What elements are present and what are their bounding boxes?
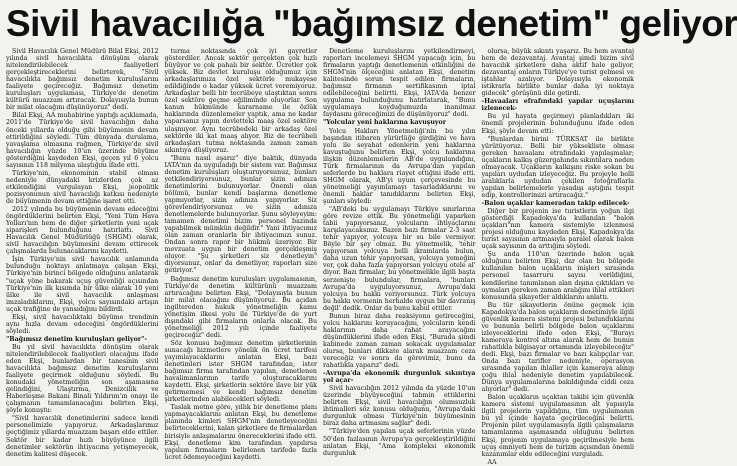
article-column-2 [164,48,318,461]
article-paragraph: Türkiye'nin, ekonominin stabil olması nedeniyle dünyadaki krizlerden çok az etkilendiğini vurgulayan Ekşi, jeopolitik pozisyonunun sivil havacılığı katkısı nedeniyle de büyümenin devam ettiğine işaret etti. [6,169,159,205]
article-paragraph: İşin Türkiye'nin sivil havacılık anlamında bulunduğu noktayı anlatmaya çalışan Ekşi, Türkiye'nin birinci bölgede olduğunu anlatarak "uçak yöne bakarak uçuş güvenliği açısından Türkiye'nin ilk kısımda bir ülke olarak 10 yeni ülke ile sivil havacılık anlaşması imzaladıklarını, Ekşi, yolcu sayısındaki artışın uçak trafiğine de yansıdığını bildirdi. [6,256,159,313]
article-paragraph: Ekşi, sivil havacılıktaki büyüme trendinin aynı hızla devam edeceğini öngördüklerini söyledi. [6,313,159,335]
article-paragraph: "Bağımsız denetim kuruluşları geliyor"- [6,335,147,343]
headline: Sivil havacılığa "bağımsız denetim" geliyor [6,3,737,44]
article-column-3 [323,48,476,457]
article-paragraph: Bu yıl sivil havacılıkta dönüşüm olarak nitelendirilebilecek faaliyetleri olacağını ifade eden Ekşi, bunlardan bir tanesinin sivil havacılıkta bağımsız denetim kuruluşlarını faaliyete geçirmek olduğunu söyledi. Bu konudaki yönetmeliğin son aşamasına gelindiğini, Ulaştırma, Denizcilik ve Haberleşme Bakanı Binali Yıldırım'ın onayı ile çalışmanın tamamlanacağını belirten Ekşi, şöyle konuştu: [6,343,159,415]
article-paragraph: "Yolcular yeni haklarına kavuşuyor [323,119,447,127]
article-paragraph: Bu yıl hayata geçirmeyi planladıkları iki önemli projelerinin bulunduğunu ifade eden Ekşi, şöyle devam etti: [481,113,634,135]
article-paragraph: Bunun biraz daha reaksiyonu getireceğini, yolcu haklarını koruyacağını, yolcuların kendi haklarının daha rahat arayacağını düşündüklerini ifade eden Ekşi, "Burada şimdi kabinede zaman zaman sokacak uygulamalar olursa, bunları dikkate alarak muazzam ceza vereceğiz ve sonra da görevimiz, bunu da rahatlıkla yaparız" dedi. [323,312,476,370]
article-paragraph: -Avrupa'da ekonomik durgunluk sıkıntıya yol açar- [323,370,476,385]
article-paragraph: Denetleme kuruluşlarını yetkilendirmeyi, raporları incelemeyi SHGM yapacağı için, bu firmaların yaptığı denetlemenin etkinliğini de SHGM'nin ölçeceğini anlatan Ekşi, denetim kalitesinde sorun tespit edilen firmaların, bağımsız firmanın sertifikasının iptal edilebileceğini belirtti. Ekşi, IATA'da benzer uygulama bulunduğunu hatırlatarak, "Bunu uygulamaya koyduğumuzda inanılmaz faydasını göreceğimizi de düşünüyoruz" dedi. [323,48,476,119]
article-paragraph: Taslak metne göre, yıllık bir denetleme planı yapmayacaklarını anlatan Ekşi, bu denetleme planında kimleri SHGM'nin denetleyeceğini belirteceklerini, kalan şirketlere de firmalardan birisiyle anlaşmalarını önereceklerini ifade etti. Ekşi, denetleme kim tarafından yapılırsa yapılsın firmaların belirlenen tarifede fazla ücret ödemeyeceğini kaydetti. [164,404,317,461]
article-paragraph: Bu tür şikayetlerin önüne geçmek için Kapadokya'da balon uçakların denetimiyle ilgili güvenlik kamera sistemi projesi bulunduklarını ve bununla belirli bölgede balon uçaklarını izleyeceklerini ifade eden Ekşi, "Burayı kameraya kontrol altına alarak hem de bunun rahatlıkla bilgisayar ortamında izleyebileceğiz" dedi. Ekşi, bazı firmalar ve bazı kalıpçılar var. Onda bazı tarifler nedeniyle, operasyon sırasında yapılan ihlaller için kameraya alınıp çoğu ihlal nedeniyle denetim yapılabilecek. Dünya uygulamalarına bakıldığında ciddi ceza alıyorlar" dedi. [481,301,634,394]
article-paragraph: turma noktasında çok iyi gayretler gösterdiler. Ancak sektör gerçekten çok hızlı büyüyor ve çok pahalı bir sektör. Ücretler çok yüksek. Biz devlet kuruluşu olduğumuz için arkadaşlarımıza özel sektörle mukayese edildiğinde o kadar yüksek ücret veremiyoruz. Arkadaşlar belli bir tecrübeye ulaştıktan sonra özel sektöre geçme eğiliminde oluyorlar. Son kanun hükmünde kararname ile özlük haklarında düzenlemeler yaptık, ama ne kadar yaparsanız yapın devletteki maaş özel sektöre ulaşmıyor. Aynı tecrübedeki bir arkadaş özel sektörde iki kat maaş alıyor. Biz de tecrübeli arkadaşları tutma noktasında zaman zaman sıkıntıya düşüyoruz. [164,48,317,154]
article-paragraph: Bilal Ekşi, AA muhabirine yaptığı açıklamada, 2011'de Türkiye'de sivil havacılığın daha önceki yıllarda olduğu gibi büyümenin devam ettirildiğini söyledi. Tüm dünyada durulama, yavaşlama olmasına rağmen, Türkiye'de sivil havacılığın yüzde 10'un üzerinde büyüme gösterdiğini kaydeden Ekşi, geçen yıl 6 yolcu sayısının 118 milyona ulaştığını ifade etti. [6,112,159,169]
article-paragraph: Sivil Havacılık Genel Müdürü Bilal Ekşi, 2012 yılında sivil havacılıkta dönüşüm olarak nitelendirilebilecek faaliyetleri gerçekleştireceklerini belirterek, "Sivil havacılıkta bağımsız denetim kuruluşlarını faaliyete geçireceğiz. Bağımsız denetim kuruluşları uygulaması, Türkiye'de denetim kültürü muazzam artıracak. Dolayısıyla bunun bir milat olacağını düşünüyoruz" dedi. [6,48,159,112]
article-paragraph: AA [487,458,497,466]
article-paragraph: "Bunlardan birini TÜRKSAT ile birlikte yürütüyoruz. Belli bir yüksekliste olması gereken havaalanı etrafındaki yapılaşmalar; uçakların kalkış güzergahında sıkıntılara neden olmayacak. Uçakların kalkışını riske sokan bu yapıları uydudan izleyeceğiz. Bu projeyle belli aralıklarla uydudan çekilen fotoğraflarla yapılan belirlemelerle yasadışı aştığını tespit edip, kontrollerimizi artıracağız." [481,135,634,199]
article-paragraph: -Havaaları efrafındaki yapılar uçuşlarını izlenecek- [481,98,634,113]
article-paragraph: -Balon uçaklar kameradan takip edilecek- [481,199,630,207]
article-paragraph: Sivil havacılığın 2012 yılında da yüzde 10'un üzerinde büyüyeceğini tahmin ettiklerini belirten Ekşi, sivil havacılığın olumsuzluk ihtimalleri söz konusu olduğunu, "Avrupa'daki durgunluk olması Türkiye'nin büyümesinin biraz daha artmasını sağlar" dedi. [323,385,476,428]
article-column-1 [6,48,159,458]
article-column-4 [481,48,635,466]
article-paragraph: Söz konusu bağımsız denetim şirketlerinin sunacağı hizmetlere yönelik ön ücret tarifesi yayımlayacaklarını anlatan Ekşi, bazı denetimleri ister SHGM tarafından, ister bağımsız firma tarafından yapılan, denetlenen havalimanlarının tarife oluşturacaklarını kaydetti. Ekşi, şirketlerin sektöre ilave bir yük getirmemesi ve kendi bağımsız denetim şirketlerinden alabilecekleri söyledi. [164,339,317,404]
article-paragraph: Yolcu Hakları Yönetmeliği'nin bu yılın başından itibaren yürürlüğe girdiğini ve hava yolu ile seyahat edenlerin yeni haklarına kavuştuğunu belirten Ekşi, yolcu haklarına ilişkin düzenlemelerin AB'de uygulandığını, Türk firmalarının da Avrupa'dan yapılan seferlerde bu haklara riayet ettiğini ifade etti. SHGM olarak, AB'yi uyum çerçevesinde bu yönetmeliği yayımlamayı tasarladıklarını ve önemli haklar tanıdıklarını belirten Ekşi, şunları söyledi: [323,127,476,205]
article-paragraph: Diğer bir projenin ise turistlerin yoğun ilgi gösterdiği Kapadokya'da kullanılan "balon uçakları"nın kamera sistemiyle izlenmesi projesi olduğunu kaydeden Ekşi, Kapadokya'da turist sayısının artmasıyla paralel olarak balon uçak sayısının da arttığını söyledi. [481,208,634,251]
article-paragraph: olursa, büyük sıkıntı yaşarız. Bu hem avantaj hem de dezavantaj. Avantaj şimdi bizim sivil havacılık şirketlere daha aktif hale geliyor, dezavantaj onların Türkiye'ye turist gelmesi ve iştahlar azalıyor. Dolayısıyla ekonomik istikrarla birlikte bunlar daha iyi noktaya gidecek" görüşünü dile getirdi. [481,48,634,98]
article-paragraph: "Bunu nasıl aşarız" diye baktık, dünyada IATA'nın da uyguladığı bir sistem var. Bağımsız denetim kuruluşları oluşturuyorsunuz, bunları yetkilendiriyorsunuz, bunlar sizin adınıza denetimlerini bulunuyorlar. Önemli olan bölümü, bunlar kendi başlarına denetleme yapmıyorlar, sizin adınıza yapıyorlar. Siz görevlendiriyorsunuz ve sizin adınıza denetlemelerde bulunuyorlar. Şunu söyleyeyim: tamamen denetimi bizim personel bazında yapabilmek mümkün değildir." Yani ihtiyacımız olan zaman oranlarla bir ihtiyacımızı sunuz. Ondan sonra rapor bir hükmü üzeriyor. Bir mevzuata uygun bir denetim gerçekleşmiş oluyor. "Şu şirketleri siz denetleyin" diyorsunuz, onlar da denetliyor, raporları size getiriyor." [164,154,317,275]
article-paragraph: "Türkiye'den yapılan uçak seferlerinin yüzde 50'den fazlasının Avrupa'ya gerçekleştirildiğini anlatan Ekşi, "Ama kompleksi ekonomik durgunluk [323,428,476,457]
article-paragraph: 2012 yılında bu büyümenin devam edeceğini öngördüklerini belirten Ekşi, "Yeni Tüm Hava Yolları'nın hem de diğer şirketlerin yeni uçak siparişleri bulunduğunu hatırlattı. Sivil Havacılık Genel Müdürlüğü (SHGM) olarak, sivil havacılığın büyümesini devam ettirecek çalışmalarda bulunacaklarını kaydetti. [6,206,159,256]
article-paragraph: Şu anda 110'un üzerinde balon uçak olduğunu belirten Ekşi, dar olan bu bölgede kullanılan balon uçakların inişleri sırasında personel tasarruru sayısı verildiğini, kendilerine tanımlanan alan dışına çıktıkları ve uymaları gereken zaman aralığını ihlal ettikleri konusunda şikayetler aldıklarını anlattı. [481,251,634,301]
article-paragraph: "Sivil havacılık denetimlerini sadece kendi personelimizle yapıyoruz. Arkadaşlarımız geçtiğimiz yıllarda muazzam başarı elde ettiler. Sektör bir kadar hızlı büyüyünce ilgili denetimler sektörün ihtiyacına yetişmeyecek, denetim kalitesi düşecek. [6,415,159,458]
article-paragraph: "AB'deki bu uygulamayı Türkiye sınırlarına göre revize ettik. Bu yönetmeliği yaparken tabii yapıyorsanız, yolcuların ihtiyaçlarını karşılayacaksınız. Bazen bazı firmalar 2-3 saat tehir yapıyor, yolcuya bir su bile vermiyor. Böyle bir şey olmaz. Bu yönetmelik, 'tehir yapıyorsan yolcuya belli ikramlarda bulun, daha uzun tehir yapıyorsan, yolcuya yemeğini ver, çok daha fazla yapıyorsan yolcuyu otele al' diyor. Bazı firmalar, bu yönetmelikle ilgili başta serzenişte bulundular, firmalara, 'bunları Avrupa'da uyguluyorsunuz, Avrupa'daki yolcuya bu hakkı veriyorsunuz. Türk yolcuya bu hakkı vermenin herhalde uygun bir davranış değil' dedik. Onlar da bunu kabul ettiler. [323,206,476,312]
article-paragraph: Bağımsız denetim kuruluşları uygulamasının, Türkiye'de denetim kültürünü muazzam artıracağını belirten Ekşi, "Dolayısıyla bunun bir milat olacağını düşünüyoruz. Bu açıdan ingiltereden hukuk yönetmeliğin kamu yönetişim ilkesi yolu ile Türkiye'de de yurt dışındaki gibi firmaların onlarla olacak. Bu yönetmeliği 2012 yılı içinde faaliyete geçireceğiz" dedi. [164,275,317,339]
article-body [6,48,634,466]
article-paragraph: Balon uçakların uçaktan takibi için güvenlik kamera sistemi uygulamasının alt yapısıyla ilgili projelerin yapıldığını, tüm uygulamanın bu yıl içinde hayata geçirileceğini belirtti. Projenin pilot uygulamasıyla ilgili çalışmaların tamamlanma aşamasında olduğunu belirten Ekşi, projenin uygulamaya geçirilmesiyle hem uçuş emniyeti hem de turizm açısından önemli kazanımlar elde edileceğini vurguladı. [481,394,634,458]
